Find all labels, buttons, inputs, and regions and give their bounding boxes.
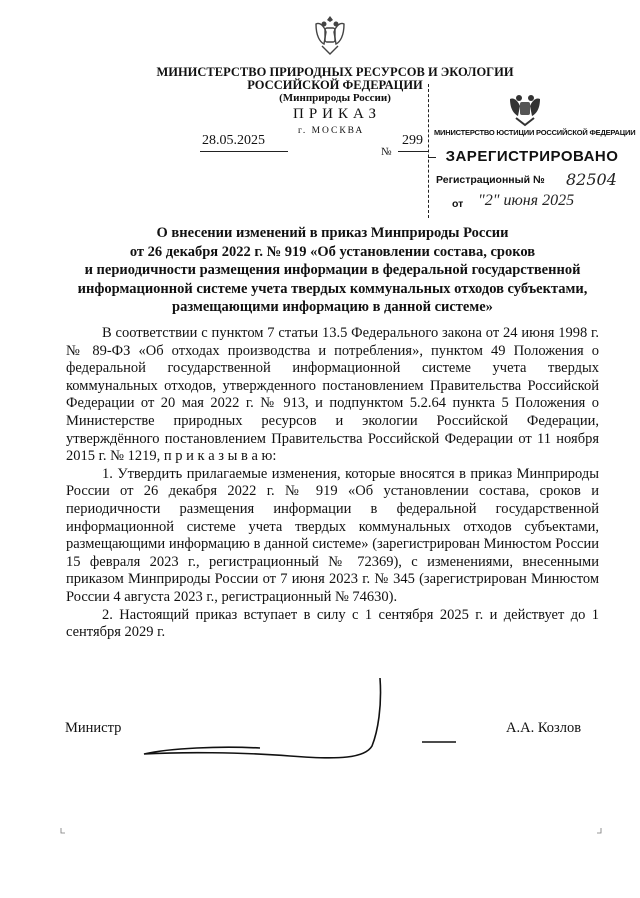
title-line: размещающими информацию в данной системе» — [172, 299, 493, 315]
ministry-line-1: МИНИСТЕРСТВО ПРИРОДНЫХ РЕСУРСОВ И ЭКОЛОГИИ — [156, 65, 514, 79]
handwritten-signature — [140, 676, 470, 766]
title-line: и периодичности размещения информации в федеральной государственной — [84, 262, 581, 278]
item-1-paragraph: 1. Утвердить прилагаемые изменения, которые вносятся в приказ Минприроды России от 26 декабря 2022 г. № 919 «Об установлении состава, сроков и периодичности размещения информации в федеральной государственной информационной системе учета твердых коммунальных отходов субъектами, размещающими информацию в данной системе» (зарегистрирован Минюстом России 15 февраля 2023 г., регистрационный № 72369), с изменениями, внесенными приказом Минприроды России от 7 июня 2023 г. № 345 (зарегистрирован Минюстом России 4 августа 2023 г., регистрационный № 74630). — [66, 465, 599, 605]
document-number: 299 — [402, 133, 423, 148]
number-underline — [398, 151, 428, 152]
signer-name: А.А. Козлов — [506, 720, 582, 736]
ministry-short-name: (Минприроды России) — [279, 92, 391, 104]
item-2-paragraph: 2. Настоящий приказ вступает в силу с 1 сентября 2025 г. и действует до 1 сентября 2029 г. — [66, 606, 599, 641]
stamp-date: "2" июня 2025 — [478, 192, 575, 209]
ministry-line-2: РОССИЙСКОЙ ФЕДЕРАЦИИ — [247, 78, 423, 92]
stamp-date-label: от — [452, 198, 464, 210]
number-sign: № — [381, 146, 392, 158]
stamp-emblem — [505, 89, 545, 127]
document-type: ПРИКАЗ — [293, 106, 381, 122]
document-body — [66, 325, 599, 642]
title-line: О внесении изменений в приказ Минприроды России — [156, 225, 509, 241]
corner-mark — [60, 828, 66, 834]
stamp-registration-label: Регистрационный № — [436, 174, 545, 186]
stamp-registered: ЗАРЕГИСТРИРОВАНО — [445, 148, 619, 165]
document-title — [60, 224, 605, 317]
title-line: от 26 декабря 2022 г. № 919 «Об установлении состава, сроков — [129, 243, 536, 260]
coat-of-arms-emblem — [310, 10, 350, 60]
preamble-paragraph: В соответствии с пунктом 7 статьи 13.5 Федерального закона от 24 июня 1998 г. № 89-ФЗ «Об отходах производства и потребления», пунктом 49 Положения о федеральной государственной информационной системе учета твердых коммунальных отходов, утвержденного постановлением Правительства Российской Федерации от 20 мая 2022 г. № 913, и подпунктом 5.2.64 пункта 5 Положения о Министерстве природных ресурсов и экологии Российской Федерации, утверждённого постановлением Правительства Российской Федерации от 11 ноября 2015 г. № 1219, п р и к а з ы в а ю: — [66, 325, 599, 465]
signer-position: Министр — [65, 720, 122, 736]
title-line: информационной системе учета твердых коммунальных отходов субъектами, — [77, 280, 588, 297]
stamp-registration-number: 82504 — [566, 170, 617, 189]
corner-mark — [596, 828, 602, 834]
stamp-organization: МИНИСТЕРСТВО ЮСТИЦИИ РОССИЙСКОЙ ФЕДЕРАЦИИ — [434, 128, 636, 137]
document-date: 28.05.2025 — [202, 133, 265, 148]
date-underline — [200, 151, 288, 152]
document-city: г. МОСКВА — [298, 126, 365, 136]
